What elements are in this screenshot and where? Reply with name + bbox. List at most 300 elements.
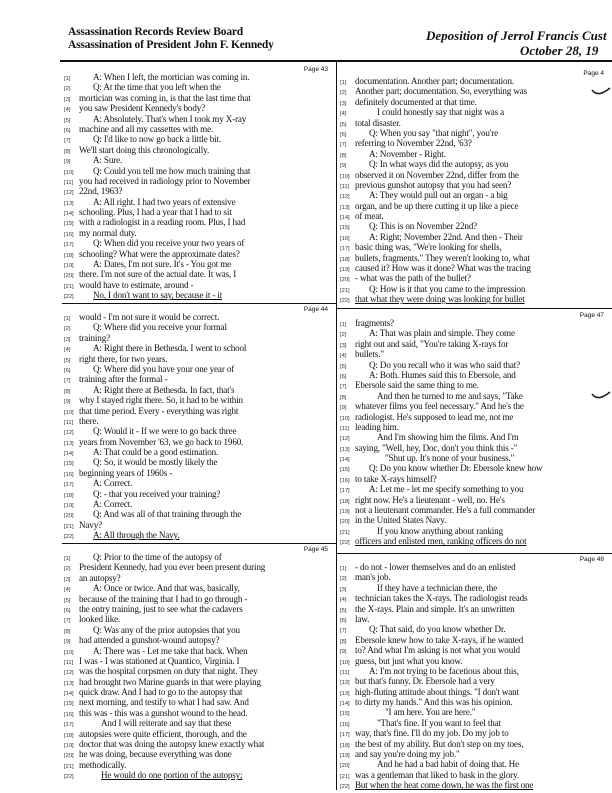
line-number: [9] bbox=[340, 163, 347, 170]
line-text: would have to estimate, around - bbox=[79, 279, 194, 290]
transcript-line bbox=[340, 505, 606, 515]
line-number: [6] bbox=[64, 127, 71, 134]
transcript-line bbox=[64, 124, 330, 134]
transcript-line bbox=[340, 170, 606, 180]
line-text: the best of my ability. But don't step on my toes, bbox=[355, 738, 524, 749]
transcript-line bbox=[64, 478, 330, 488]
header-date: October 28, 19 bbox=[520, 43, 599, 58]
line-number: [18] bbox=[340, 742, 350, 749]
transcript-line bbox=[340, 666, 606, 676]
transcript-line bbox=[64, 697, 330, 707]
line-text: to? And what I'm asking is not what you would bbox=[355, 645, 520, 656]
line-number: [4] bbox=[340, 111, 347, 118]
transcript-line bbox=[340, 728, 606, 738]
line-number: [1] bbox=[64, 76, 71, 82]
line-number: [11] bbox=[340, 183, 350, 190]
line-number: [11] bbox=[64, 659, 74, 666]
transcript-line bbox=[64, 406, 330, 416]
line-text: right there, for two years. bbox=[79, 353, 168, 364]
page-number: Page 48 bbox=[579, 556, 604, 563]
line-text: documentation. Another part; documentation. bbox=[355, 76, 514, 86]
page-number: Page 44 bbox=[303, 306, 328, 313]
transcript-page-43 bbox=[64, 66, 330, 301]
transcript-line bbox=[340, 221, 606, 231]
transcript-line bbox=[340, 676, 606, 686]
transcript-line bbox=[340, 149, 606, 159]
line-number: [11] bbox=[340, 425, 350, 432]
line-number: [4] bbox=[64, 587, 71, 594]
transcript-line bbox=[340, 284, 606, 294]
transcript-line bbox=[64, 749, 330, 759]
line-text: man's job. bbox=[355, 572, 391, 583]
line-number: [7] bbox=[340, 628, 347, 635]
line-number: [15] bbox=[340, 225, 350, 232]
document-header-right bbox=[426, 28, 607, 58]
line-number: [5] bbox=[340, 607, 347, 614]
line-number: [22] bbox=[64, 534, 74, 541]
line-text: saying, "Well, hey, Doc, don't you think this -" bbox=[355, 442, 518, 453]
transcript-line bbox=[64, 426, 330, 436]
transcript-line bbox=[64, 562, 330, 572]
line-number: [10] bbox=[64, 169, 74, 176]
transcript-line bbox=[340, 318, 606, 328]
line-number: [4] bbox=[340, 353, 347, 360]
transcript-line bbox=[340, 328, 606, 338]
line-text: A: That was plain and simple. They come bbox=[369, 328, 515, 339]
line-text: Q: Do you know whether Dr. Ebersole knew how bbox=[369, 463, 543, 474]
transcript-line bbox=[64, 290, 330, 300]
line-number: [20] bbox=[64, 513, 74, 520]
line-number: [15] bbox=[64, 701, 74, 708]
transcript-line bbox=[64, 625, 330, 635]
transcript-line bbox=[340, 232, 606, 242]
line-number: [20] bbox=[64, 273, 74, 280]
line-number: [6] bbox=[340, 131, 347, 138]
line-number: [20] bbox=[340, 763, 350, 770]
line-number: [18] bbox=[64, 732, 74, 739]
line-number: [6] bbox=[64, 367, 71, 374]
transcript-line bbox=[64, 437, 330, 447]
transcript-line bbox=[64, 739, 330, 749]
line-text: A: They would pull out an organ - a big bbox=[369, 190, 508, 201]
line-number: [4] bbox=[64, 347, 71, 354]
transcript-line bbox=[340, 604, 606, 614]
transcript-lines bbox=[340, 562, 606, 791]
line-number: [9] bbox=[340, 649, 347, 656]
line-text: 22nd, 1963? bbox=[79, 186, 123, 197]
transcript-line bbox=[340, 412, 606, 422]
line-text: officers and enlisted men, ranking officers do not bbox=[355, 536, 527, 547]
line-number: [17] bbox=[64, 482, 74, 489]
line-text: I could honestly say that night was a bbox=[377, 107, 505, 118]
line-number: [14] bbox=[340, 215, 350, 222]
transcript-line bbox=[340, 97, 606, 107]
line-text: A: November - Right. bbox=[369, 148, 446, 159]
page-number: Page 47 bbox=[579, 312, 604, 319]
transcript-line bbox=[340, 294, 606, 304]
line-text: leading him. bbox=[355, 421, 399, 432]
line-text: bullets, fragments." They weren't looking to, what bbox=[355, 252, 530, 263]
line-number: [21] bbox=[340, 287, 350, 294]
line-text: Q: This is on November 22nd? bbox=[369, 221, 478, 232]
line-text: Q: Could you tell me how much training that bbox=[93, 165, 251, 176]
line-text: Q: Would it - If we were to go back three bbox=[93, 426, 237, 437]
line-number: [3] bbox=[340, 586, 347, 593]
row-divider-1-left bbox=[62, 303, 336, 304]
line-text: Q: - that you received your training? bbox=[93, 488, 221, 499]
transcript-line bbox=[340, 263, 606, 273]
line-text: basic thing was, "We're looking for shells, bbox=[355, 242, 502, 253]
transcript-line bbox=[340, 138, 606, 148]
transcript-page-47 bbox=[340, 312, 606, 547]
line-text: - what was the path of the bullet? bbox=[355, 273, 471, 284]
transcript-line bbox=[64, 322, 330, 332]
transcript-line bbox=[340, 211, 606, 221]
transcript-line bbox=[64, 509, 330, 519]
transcript-line bbox=[64, 635, 330, 645]
line-text: beginning years of 1960s - bbox=[79, 467, 173, 478]
transcript-line bbox=[64, 354, 330, 364]
line-text: schooling? What were the approximate dates? bbox=[79, 248, 240, 259]
line-number: [7] bbox=[340, 384, 347, 391]
line-number: [16] bbox=[64, 231, 74, 238]
line-text: "Shut up. It's none of your business." bbox=[385, 453, 515, 464]
line-number: [18] bbox=[64, 492, 74, 499]
line-text: "I am here. You are here." bbox=[385, 707, 476, 718]
line-text: guess, but just what you know. bbox=[355, 655, 463, 666]
line-text: A: Once or twice. And that was, basically, bbox=[93, 583, 240, 594]
line-text: years from November '63, we go back to 1960. bbox=[79, 436, 244, 447]
transcript-line bbox=[340, 86, 606, 96]
transcript-line bbox=[64, 259, 330, 269]
transcript-line bbox=[64, 176, 330, 186]
line-number: [13] bbox=[340, 690, 350, 697]
line-number: [10] bbox=[340, 173, 350, 180]
line-number: [10] bbox=[340, 415, 350, 422]
line-text: mortician was coming in, is that the last time that bbox=[79, 92, 251, 103]
transcript-line bbox=[340, 515, 606, 525]
line-text: Q: And was all of that training through the bbox=[93, 509, 242, 520]
line-number: [12] bbox=[340, 436, 350, 443]
line-number: [13] bbox=[64, 440, 74, 447]
line-number: [9] bbox=[340, 405, 347, 412]
transcript-line bbox=[64, 666, 330, 676]
transcript-line bbox=[340, 780, 606, 790]
transcript-line bbox=[340, 190, 606, 200]
transcript-line bbox=[340, 718, 606, 728]
line-text: bullets." bbox=[355, 349, 384, 360]
header-deposition-title: Deposition of Jerrol Francis Cust bbox=[426, 28, 607, 43]
line-text: he was doing, because everything was done bbox=[79, 749, 232, 760]
transcript-line bbox=[64, 217, 330, 227]
line-number: [19] bbox=[64, 503, 74, 510]
transcript-line bbox=[64, 646, 330, 656]
line-text: If they have a technician there, the bbox=[377, 582, 498, 593]
line-text: whatever films you feel necessary." And he's the bbox=[355, 401, 524, 412]
line-text: definitely documented at that time. bbox=[355, 96, 477, 107]
transcript-line bbox=[340, 593, 606, 603]
line-text: Q: In what ways did the autopsy, as you bbox=[369, 159, 509, 170]
transcript-line bbox=[340, 759, 606, 769]
line-text: quick draw. And I had to go to the autopsy that bbox=[79, 687, 243, 698]
transcript-line bbox=[340, 614, 606, 624]
transcript-line bbox=[64, 718, 330, 728]
line-text: A: Dates, I'm not sure. It's - You got me bbox=[93, 259, 232, 270]
check-mark-icon bbox=[590, 86, 612, 100]
line-number: [22] bbox=[64, 294, 74, 301]
line-number: [16] bbox=[64, 471, 74, 478]
line-number: [12] bbox=[64, 670, 74, 677]
transcript-line bbox=[64, 583, 330, 593]
transcript-line bbox=[64, 228, 330, 238]
line-text: A: Correct. bbox=[93, 478, 133, 489]
line-text: A: Absolutely. That's when I took my X-ray bbox=[93, 113, 247, 124]
line-number: [3] bbox=[64, 336, 71, 343]
line-text: A: Right; November 22nd. And then - Their bbox=[369, 231, 523, 242]
transcript-line bbox=[340, 707, 606, 717]
line-number: [3] bbox=[340, 342, 347, 349]
transcript-line bbox=[64, 760, 330, 770]
row-divider-2-left bbox=[62, 543, 336, 544]
line-number: [4] bbox=[64, 107, 71, 114]
line-text: Q: Was any of the prior autopsies that you bbox=[93, 624, 240, 635]
line-text: previous gunshot autopsy that you had seen? bbox=[355, 179, 512, 190]
line-number: [3] bbox=[64, 576, 71, 583]
line-text: looked like. bbox=[79, 614, 121, 625]
transcript-line bbox=[340, 360, 606, 370]
line-text: this was - this was a gunshot wound to the head. bbox=[79, 707, 248, 718]
transcript-line bbox=[64, 72, 330, 82]
line-text: that time period. Every - everything was right bbox=[79, 405, 239, 416]
line-text: And I will reiterate and say that these bbox=[101, 718, 232, 729]
transcript-line bbox=[64, 499, 330, 509]
line-text: Ebersole knew how to take X-rays, if he wanted bbox=[355, 634, 524, 645]
transcript-line bbox=[64, 677, 330, 687]
line-text: Q: When did you receive your two years of bbox=[93, 238, 245, 249]
line-text: to take X-rays himself? bbox=[355, 473, 437, 484]
line-text: President Kennedy, had you ever been present during bbox=[79, 562, 266, 573]
line-text: training? bbox=[79, 332, 110, 343]
document-header-left bbox=[68, 26, 274, 52]
transcript-line bbox=[340, 453, 606, 463]
transcript-lines bbox=[64, 72, 330, 301]
line-text: schooling. Plus, I had a year that I had to sit bbox=[79, 207, 232, 218]
line-number: [12] bbox=[64, 190, 74, 197]
line-number: [5] bbox=[340, 121, 347, 128]
line-number: [1] bbox=[64, 556, 71, 562]
line-number: [5] bbox=[64, 117, 71, 124]
line-number: [21] bbox=[64, 283, 74, 290]
line-number: [16] bbox=[340, 235, 350, 242]
line-number: [18] bbox=[340, 256, 350, 263]
line-number: [11] bbox=[64, 419, 74, 426]
line-number: [10] bbox=[64, 409, 74, 416]
line-number: [15] bbox=[340, 467, 350, 474]
line-text: referring to November 22nd, '63? bbox=[355, 138, 472, 149]
line-text: had attended a gunshot-wound autopsy? bbox=[79, 635, 220, 646]
line-text: A: Right there at Bethesda. In fact, that's bbox=[93, 384, 235, 395]
transcript-line bbox=[340, 273, 606, 283]
line-text: Q: Where did you receive your formal bbox=[93, 322, 227, 333]
transcript-line bbox=[340, 749, 606, 759]
transcript-line bbox=[340, 583, 606, 593]
transcript-line bbox=[64, 312, 330, 322]
transcript-line bbox=[64, 343, 330, 353]
line-number: [13] bbox=[340, 204, 350, 211]
transcript-line bbox=[340, 443, 606, 453]
line-number: [19] bbox=[64, 263, 74, 270]
line-text: No, I don't want to say, because it - it bbox=[93, 290, 223, 301]
transcript-line bbox=[340, 635, 606, 645]
line-text: And I'm showing him the films. And I'm bbox=[377, 432, 519, 443]
transcript-line bbox=[64, 594, 330, 604]
line-number: [2] bbox=[64, 566, 71, 573]
line-number: [17] bbox=[64, 242, 74, 249]
line-number: [22] bbox=[340, 298, 350, 305]
line-text: Q: That said, do you know whether Dr. bbox=[369, 624, 506, 635]
check-mark-icon bbox=[590, 390, 612, 404]
line-text: I was - I was stationed at Quantico, Virginia. I bbox=[79, 655, 240, 666]
transcript-line bbox=[64, 552, 330, 562]
line-text: A: Let me - let me specify something to you bbox=[369, 484, 524, 495]
row-divider-2-right bbox=[337, 553, 612, 554]
line-number: [10] bbox=[64, 649, 74, 656]
line-text: Q: Prior to the time of the autopsy of bbox=[93, 552, 222, 562]
line-number: [2] bbox=[340, 576, 347, 583]
transcript-line bbox=[340, 495, 606, 505]
line-number: [6] bbox=[340, 617, 347, 624]
line-text: was a gentleman that liked to bask in the glory. bbox=[355, 769, 519, 780]
transcript-line bbox=[64, 166, 330, 176]
transcript-line bbox=[340, 391, 606, 401]
line-number: [9] bbox=[64, 159, 71, 166]
transcript-line bbox=[340, 401, 606, 411]
line-number: [15] bbox=[340, 711, 350, 718]
transcript-line bbox=[340, 536, 606, 546]
line-number: [21] bbox=[340, 773, 350, 780]
transcript-page-45 bbox=[64, 546, 330, 781]
transcript-line bbox=[64, 530, 330, 540]
transcript-line bbox=[340, 107, 606, 117]
line-text: right out and said, "You're taking X-rays for bbox=[355, 338, 509, 349]
transcript-line bbox=[64, 186, 330, 196]
line-text: And then he turned to me and says, "Take bbox=[377, 390, 523, 401]
line-number: [1] bbox=[340, 322, 347, 328]
line-number: [17] bbox=[340, 488, 350, 495]
line-text: because of the training that I had to go through - bbox=[79, 593, 248, 604]
line-number: [12] bbox=[340, 194, 350, 201]
line-text: machine and all my cassettes with me. bbox=[79, 123, 214, 134]
line-text: A: All through the Navy. bbox=[93, 530, 180, 541]
transcript-page-48 bbox=[340, 556, 606, 791]
transcript-line bbox=[340, 562, 606, 572]
line-text: you saw President Kennedy's body? bbox=[79, 103, 205, 114]
line-number: [13] bbox=[64, 680, 74, 687]
line-number: [9] bbox=[64, 399, 71, 406]
line-number: [17] bbox=[340, 246, 350, 253]
transcript-line bbox=[64, 249, 330, 259]
transcript-line bbox=[340, 572, 606, 582]
line-text: A: Right there in Bethesda. I went to school bbox=[93, 343, 247, 354]
line-text: fragments? bbox=[355, 318, 394, 328]
transcript-line bbox=[64, 770, 330, 780]
transcript-line bbox=[340, 118, 606, 128]
line-number: [6] bbox=[64, 607, 71, 614]
line-number: [17] bbox=[64, 722, 74, 729]
line-number: [11] bbox=[64, 179, 74, 186]
line-number: [18] bbox=[340, 498, 350, 505]
transcript-line bbox=[340, 697, 606, 707]
line-text: If you know anything about ranking bbox=[377, 525, 503, 536]
transcript-line bbox=[64, 93, 330, 103]
line-text: Another part; documentation. So, everything was bbox=[355, 86, 528, 97]
transcript-line bbox=[64, 573, 330, 583]
line-number: [20] bbox=[340, 519, 350, 526]
line-number: [8] bbox=[64, 388, 71, 395]
transcript-line bbox=[64, 114, 330, 124]
line-text: A: When I left, the mortician was coming in. bbox=[93, 72, 250, 82]
transcript-line bbox=[340, 463, 606, 473]
line-text: law. bbox=[355, 613, 370, 624]
line-text: A: Both. Humes said this to Ebersole, and bbox=[369, 369, 516, 380]
line-number: [18] bbox=[64, 252, 74, 259]
line-text: would - I'm not sure it would be correct. bbox=[79, 312, 220, 322]
line-number: [13] bbox=[64, 200, 74, 207]
line-number: [19] bbox=[64, 743, 74, 750]
line-number: [12] bbox=[64, 430, 74, 437]
transcript-line bbox=[340, 370, 606, 380]
line-text: and say you're doing my job." bbox=[355, 749, 460, 760]
line-text: He would do one portion of the autopsy; bbox=[101, 770, 243, 781]
line-text: but that's funny. Dr. Ebersole had a very bbox=[355, 676, 495, 687]
line-number: [2] bbox=[64, 86, 71, 93]
line-number: [12] bbox=[340, 680, 350, 687]
transcript-line bbox=[64, 197, 330, 207]
line-text: But when the heat come down, he was the first one bbox=[355, 780, 534, 791]
line-number: [8] bbox=[64, 628, 71, 635]
transcript-line bbox=[340, 76, 606, 86]
line-text: to dirty my hands." And this was his opinion. bbox=[355, 697, 513, 708]
line-number: [8] bbox=[64, 148, 71, 155]
transcript-line bbox=[64, 468, 330, 478]
line-text: A: There was - Let me take that back. When bbox=[93, 645, 248, 656]
line-text: why I stayed right there. So, it had to be within bbox=[79, 395, 243, 406]
line-number: [1] bbox=[64, 316, 71, 322]
line-number: [21] bbox=[64, 523, 74, 530]
transcript-line bbox=[340, 253, 606, 263]
line-number: [11] bbox=[340, 669, 350, 676]
line-text: you had received in radiology prior to November bbox=[79, 175, 251, 186]
transcript-lines bbox=[340, 76, 606, 305]
line-text: my normal duty. bbox=[79, 227, 137, 238]
transcript-line bbox=[340, 422, 606, 432]
line-text: way, that's fine. I'll do my job. Do my job to bbox=[355, 728, 509, 739]
transcript-line bbox=[340, 339, 606, 349]
line-text: Q: At the time that you left when the bbox=[93, 82, 221, 93]
header-case-title: Assassination of President John F. Kennedy bbox=[68, 39, 274, 51]
transcript-line bbox=[64, 333, 330, 343]
transcript-line bbox=[64, 134, 330, 144]
line-text: Q: How is it that you came to the impression bbox=[369, 283, 526, 294]
line-number: [5] bbox=[64, 597, 71, 604]
line-number: [14] bbox=[340, 457, 350, 464]
line-number: [7] bbox=[64, 618, 71, 625]
line-number: [1] bbox=[340, 80, 347, 86]
transcript-line bbox=[64, 364, 330, 374]
line-text: Q: I'd like to now go back a little bit. bbox=[93, 134, 221, 145]
line-text: Q: When you say "that night", you're bbox=[369, 127, 499, 138]
transcript-line bbox=[340, 432, 606, 442]
